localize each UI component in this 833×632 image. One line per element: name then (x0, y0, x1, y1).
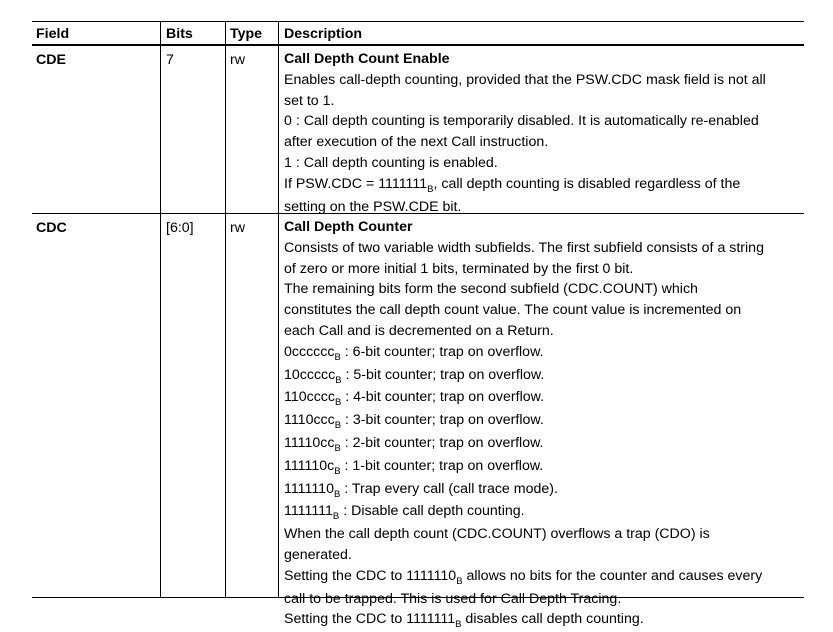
description-line: set to 1. (284, 92, 335, 109)
description-line: $11110cc_B$ : 2-bit counter; trap on overflow. (284, 434, 544, 454)
cde-description (284, 49, 804, 217)
cdc-title: Call Depth Counter (284, 219, 413, 235)
header-description: Description (284, 26, 363, 42)
header-type: Type (230, 26, 263, 42)
description-line: call to be trapped. This is used for Call Depth Tracing. (284, 590, 622, 607)
cdc-type: rw (230, 220, 245, 236)
header-bottom-rule (32, 44, 804, 46)
cdc-description (284, 217, 804, 632)
description-line: $1111110_B$ : Trap every call (call trace mode). (284, 480, 558, 500)
description-line: setting on the PSW.CDE bit. (284, 198, 462, 215)
description-line: When the call depth count (CDC.COUNT) overflows a trap (CDO) is (284, 526, 710, 543)
description-line: $111110c_B$ : 1-bit counter; trap on overflow. (284, 457, 544, 477)
cdc-bits: [6:0] (166, 220, 194, 236)
column-divider (225, 21, 226, 598)
description-line: each Call and is decremented on a Return. (284, 322, 554, 339)
description-line: Setting the CDC to $1111110_B$ allows no bits for the counter and causes every (284, 567, 763, 587)
header-bits: Bits (166, 26, 193, 42)
description-line: 0cccccc$_B$ : 6-bit counter; trap on overflow. (284, 343, 544, 363)
description-line: Consists of two variable width subfields. The first subfield consists of a string (284, 239, 764, 256)
description-line: 10ccccc$_B$ : 5-bit counter; trap on overflow. (284, 366, 545, 386)
description-line: 1110ccc$_B$ : 3-bit counter; trap on overflow. (284, 412, 544, 432)
description-line: after execution of the next Call instruction. (284, 134, 549, 151)
column-divider (160, 21, 161, 598)
description-line: 1 : Call depth counting is enabled. (284, 154, 498, 171)
cde-bits: 7 (166, 52, 174, 68)
description-line: generated. (284, 546, 352, 563)
description-line: Setting the CDC to $1111111_B$ disables call depth counting. (284, 611, 644, 631)
description-line: of zero or more initial 1 bits, terminated by the first 0 bit. (284, 260, 634, 277)
cde-field-name: CDE (36, 52, 66, 68)
description-line: 0 : Call depth counting is temporarily disabled. It is automatically re-enabled (284, 113, 759, 130)
description-line: constitutes the call depth count value. The count value is incremented on (284, 302, 742, 319)
cdc-field-name: CDC (36, 220, 67, 236)
description-line: 110cccc$_B$ : 4-bit counter; trap on overflow. (284, 389, 545, 409)
table-top-rule (32, 21, 804, 22)
cde-type: rw (230, 52, 245, 68)
description-line: Enables call-depth counting, provided that the PSW.CDC mask field is not all (284, 71, 766, 88)
column-divider (278, 21, 279, 598)
description-line: $1111111_B$ : Disable call depth counting. (284, 503, 525, 523)
description-line: The remaining bits form the second subfield (CDC.COUNT) which (284, 281, 698, 298)
description-line: If $PSW.CDC = 1111111_B$, call depth counting is disabled regardless of the (284, 175, 741, 195)
cde-title: Call Depth Count Enable (284, 51, 450, 67)
header-field: Field (36, 26, 70, 42)
